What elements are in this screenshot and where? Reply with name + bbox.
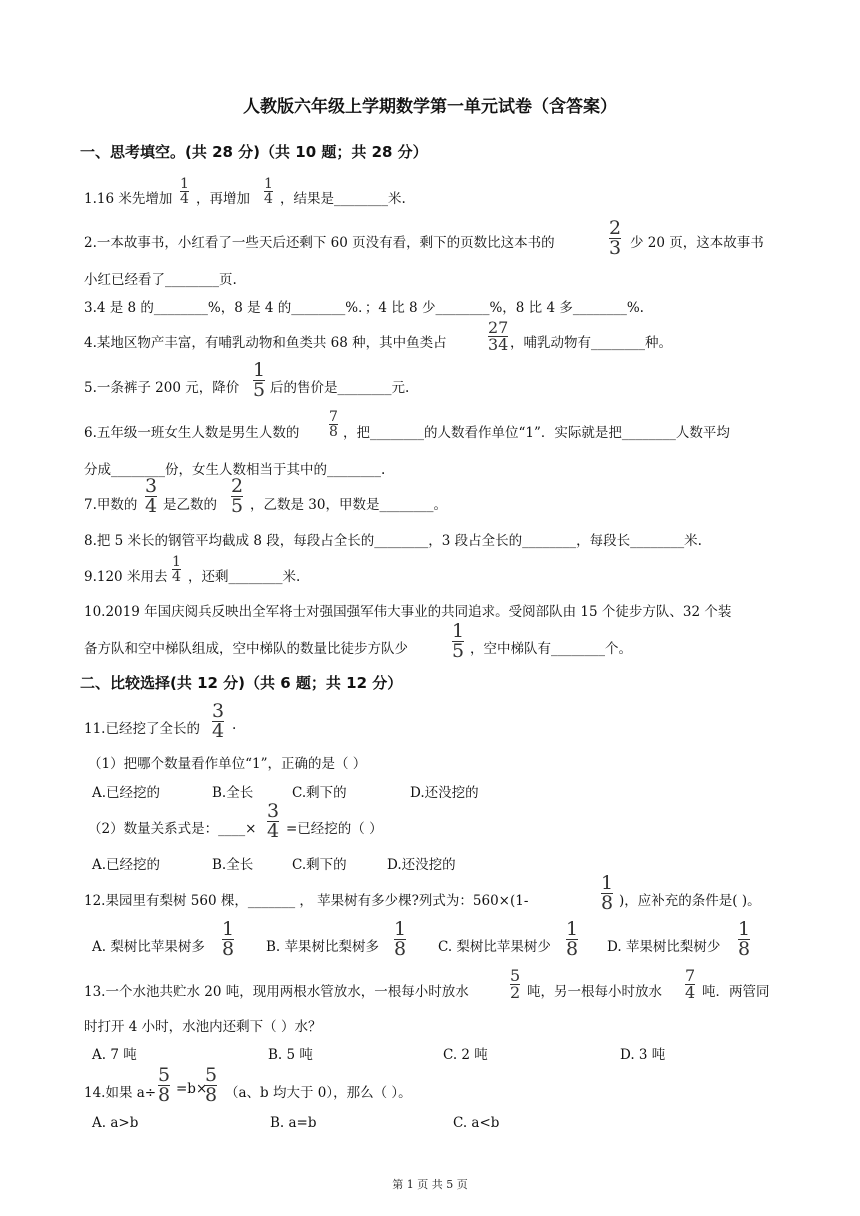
q11-sub-2-fraction: 3 4 <box>267 800 280 842</box>
q8-text: 8.把 5 米长的钢管平均截成 8 段，每段占全长的________，3 段占全长的________，每段长________米. <box>84 533 702 549</box>
q12-option-a[interactable]: A. 梨树比苹果树多 <box>92 939 205 955</box>
q5-fraction: 1 5 <box>253 359 266 401</box>
q12-option-b-fraction: 1 8 <box>394 918 407 960</box>
q11-sub-1: （1）把哪个数量看作单位“1”，正确的是（ ） <box>88 756 367 772</box>
q12-option-d[interactable]: D. 苹果树比梨树少 <box>607 939 721 955</box>
q12-option-c-fraction: 1 8 <box>566 918 579 960</box>
q7-text-b: 是乙数的 <box>163 497 217 513</box>
q6-line-2: 分成________份，女生人数相当于其中的________. <box>84 462 386 478</box>
q11-option-1b[interactable]: B.全长 <box>212 785 254 801</box>
q11-option-1a[interactable]: A.已经挖的 <box>92 785 161 801</box>
q11-text-b: . <box>232 717 237 733</box>
page-title: 人教版六年级上学期数学第一单元试卷（含答案） <box>243 97 617 117</box>
q12-fraction: 1 8 <box>601 872 614 914</box>
q10-line-1: 10.2019 年国庆阅兵反映出全军将士对强国强军伟大事业的共同追求。受阅部队由 15 个徒步方队、32 个装 <box>84 604 732 620</box>
q2-line-2: 小红已经看了________页. <box>84 272 237 288</box>
section-1-heading: 一、思考填空。(共 28 分)（共 10 题；共 28 分） <box>80 143 428 161</box>
q13-option-d[interactable]: D. 3 吨 <box>620 1047 666 1063</box>
q12-text-b: )，应补充的条件是( )。 <box>619 893 761 909</box>
q11-option-2d[interactable]: D.还没挖的 <box>387 857 456 873</box>
q13-text-b: 吨，另一根每小时放水 <box>527 984 662 1000</box>
q10-text-b: ，空中梯队有________个。 <box>470 641 632 657</box>
q4-text-a: 4.某地区物产丰富，有哺乳动物和鱼类共 68 种，其中鱼类占 <box>84 335 447 351</box>
q13-option-a[interactable]: A. 7 吨 <box>92 1047 137 1063</box>
q7-text-a: 7.甲数的 <box>84 497 138 513</box>
section-2-heading: 二、比较选择(共 12 分)（共 6 题；共 12 分） <box>80 674 403 692</box>
q2-text-b: 少 20 页，这本故事书 <box>630 235 764 251</box>
q14-fraction-1: 5 8 <box>158 1064 171 1106</box>
q1-fraction-2: 1 4 <box>264 176 273 207</box>
q13-option-c[interactable]: C. 2 吨 <box>443 1047 488 1063</box>
q6-fraction: 7 8 <box>329 409 338 440</box>
q9-text-b: ，还剩________米. <box>188 569 301 585</box>
q14-text-b: =b× <box>176 1081 208 1097</box>
q11-option-1c[interactable]: C.剩下的 <box>292 785 347 801</box>
q12-option-c[interactable]: C. 梨树比苹果树少 <box>438 939 551 955</box>
q7-text-c: ，乙数是 30，甲数是________。 <box>250 497 447 513</box>
q12-option-a-fraction: 1 8 <box>222 918 235 960</box>
q10-text-a: 备方队和空中梯队组成，空中梯队的数量比徒步方队少 <box>84 641 408 657</box>
page-footer: 第 1 页 共 5 页 <box>392 1178 468 1191</box>
q14-text-c: （a、b 均大于 0），那么（ ）。 <box>225 1085 412 1101</box>
q5-text-b: 后的售价是________元. <box>270 380 410 396</box>
q13-fraction-2: 7 4 <box>685 966 696 1002</box>
q12-option-b[interactable]: B. 苹果树比梨树多 <box>266 939 380 955</box>
q6-text-b: ，把________的人数看作单位“1”．实际就是把________人数平均 <box>343 425 730 441</box>
q13-fraction-1: 5 2 <box>510 966 521 1002</box>
q13-text-a: 13.一个水池共贮水 20 吨，现用两根水管放水，一根每小时放水 <box>84 984 469 1000</box>
q10-fraction: 1 5 <box>452 620 465 662</box>
q1-text-a: 1.16 米先增加 <box>84 191 173 207</box>
q14-option-a[interactable]: A. a>b <box>92 1115 139 1131</box>
q14-option-b[interactable]: B. a=b <box>270 1115 317 1131</box>
q12-text-a: 12.果园里有梨树 560 棵，_______ ， 苹果树有多少棵?列式为：560×(1- <box>84 893 529 909</box>
q7-fraction-1: 3 4 <box>145 475 158 517</box>
q11-fraction: 3 4 <box>212 700 225 742</box>
q11-sub-2-a: （2）数量关系式是：____× <box>88 821 257 837</box>
q9-text-a: 9.120 米用去 <box>84 569 168 585</box>
q14-fraction-2: 5 8 <box>205 1064 218 1106</box>
q5-text-a: 5.一条裤子 200 元，降价 <box>84 380 240 396</box>
q11-option-2c[interactable]: C.剩下的 <box>292 857 347 873</box>
q7-fraction-2: 2 5 <box>231 475 244 517</box>
q11-option-1d[interactable]: D.还没挖的 <box>410 785 479 801</box>
q11-sub-2-b: =已经挖的（ ） <box>286 821 383 837</box>
q14-option-c[interactable]: C. a<b <box>453 1115 500 1131</box>
q12-option-d-fraction: 1 8 <box>738 918 751 960</box>
q13-text-c: 吨．两管同 <box>702 984 770 1000</box>
q13-line-2: 时打开 4 小时，水池内还剩下（ ）水？ <box>84 1019 322 1035</box>
q1-text-b: ，再增加 <box>196 191 250 207</box>
q14-text-a: 14.如果 a÷ <box>84 1085 157 1101</box>
q6-text-a: 6.五年级一班女生人数是男生人数的 <box>84 425 300 441</box>
q11-text-a: 11.已经挖了全长的 <box>84 721 200 737</box>
q1-fraction-1: 1 4 <box>180 176 189 207</box>
q13-option-b[interactable]: B. 5 吨 <box>268 1047 313 1063</box>
q11-option-2b[interactable]: B.全长 <box>212 857 254 873</box>
q9-fraction: 1 4 <box>172 554 181 585</box>
q4-fraction: 27 34 <box>488 318 509 354</box>
q2-fraction: 2 3 <box>609 217 622 259</box>
q1-text-c: ，结果是________米. <box>280 191 406 207</box>
q3-text: 3.4 是 8 的________%，8 是 4 的________%．；4 比 8 少________%，8 比 4 多________%. <box>84 300 644 316</box>
q4-text-b: ，哺乳动物有________种。 <box>510 335 672 351</box>
q11-option-2a[interactable]: A.已经挖的 <box>92 857 161 873</box>
q2-text-a: 2.一本故事书，小红看了一些天后还剩下 60 页没有看，剩下的页数比这本书的 <box>84 235 555 251</box>
